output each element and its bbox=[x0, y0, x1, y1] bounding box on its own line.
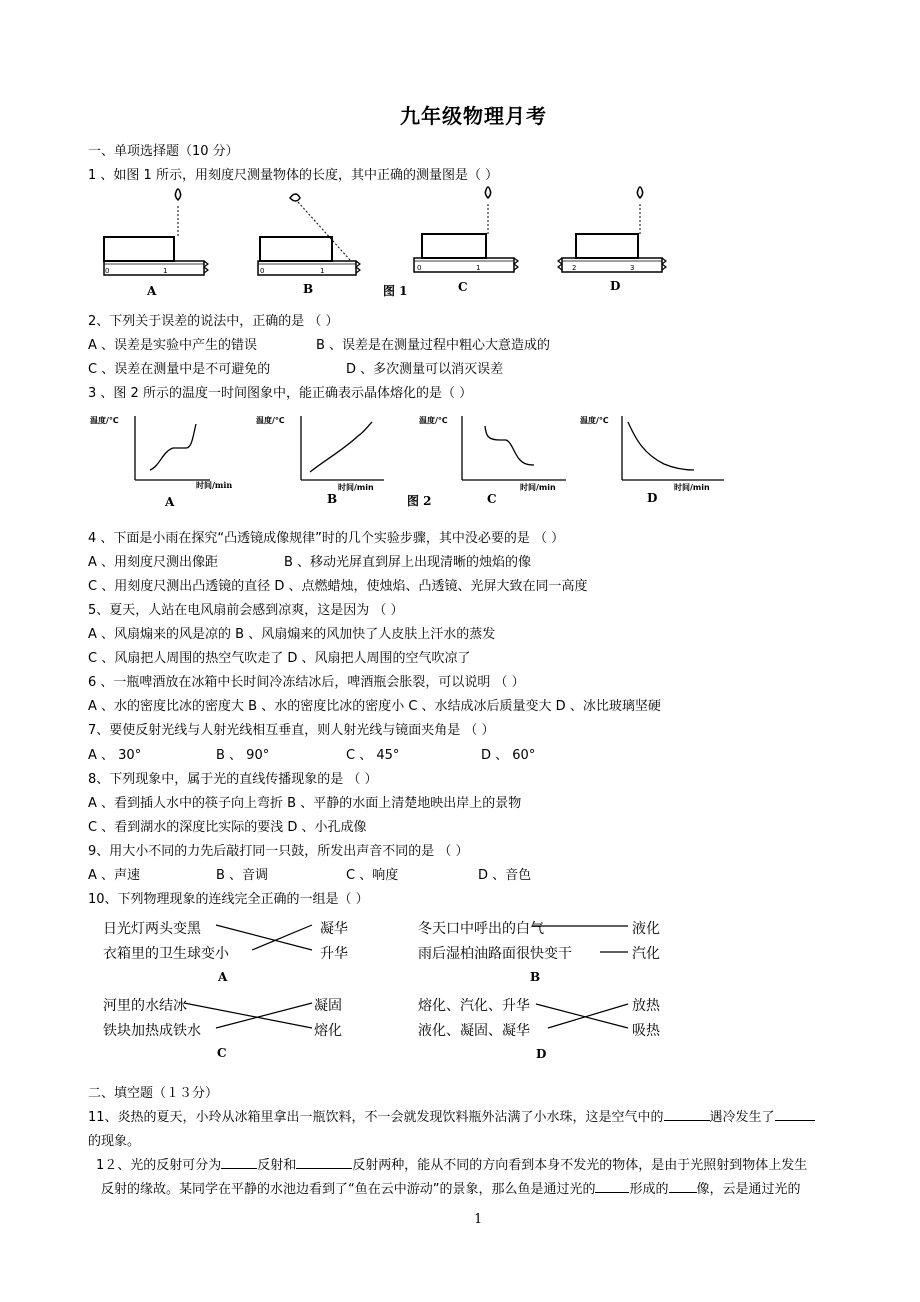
ruler-a-tick-0: 0 bbox=[105, 267, 110, 275]
figure-2-label-c: C bbox=[487, 492, 497, 506]
figure-1-label-d: D bbox=[610, 279, 621, 293]
question-11-blank-1[interactable] bbox=[664, 1107, 710, 1121]
question-9-option-b: B 、音调 bbox=[216, 868, 269, 883]
question-2-option-c: C 、误差在测量中是不可避免的 bbox=[88, 362, 271, 377]
figure-1-label-c: C bbox=[458, 280, 468, 294]
figure-2-label-a: A bbox=[165, 495, 175, 509]
question-12-text-5: 形成的 bbox=[629, 1182, 669, 1197]
question-9-stem: 9、用大小不同的力先后敲打同一只鼓，所发出声音不同的是 （ ） bbox=[88, 844, 469, 859]
question-12-text-2: 反射和 bbox=[257, 1158, 297, 1173]
ruler-b bbox=[258, 194, 360, 275]
match-a-left-1: 日光灯两头变黑 bbox=[103, 921, 201, 937]
figure-1-label-a: A bbox=[147, 284, 157, 298]
question-6-stem: 6 、一瓶啤酒放在冰箱中长时间冷冻结冰后，啤酒瓶会胀裂，可以说明 （ ） bbox=[88, 675, 525, 690]
figure-1-label-b: B bbox=[303, 282, 314, 296]
question-11-text-3: 的现象。 bbox=[88, 1134, 141, 1149]
question-9-option-a: A 、声速 bbox=[88, 868, 141, 883]
match-a-right-2: 升华 bbox=[320, 946, 348, 962]
question-1-stem: 1 、如图 1 所示，用刻度尺测量物体的长度，其中正确的测量图是（ ） bbox=[88, 168, 499, 183]
match-a-right-1: 凝华 bbox=[320, 921, 348, 937]
figure-2-label-b: B bbox=[327, 492, 338, 506]
question-11-text-2: 遇冷发生了 bbox=[709, 1110, 775, 1125]
question-6-options: A 、水的密度比冰的密度大 B 、水的密度比冰的密度小 C 、水结成冰后质量变大 D 、冰比玻璃坚硬 bbox=[88, 699, 661, 714]
question-8-option-cd: C 、看到湖水的深度比实际的要浅 D 、小孔成像 bbox=[88, 820, 367, 835]
ruler-a bbox=[104, 189, 208, 275]
match-b-left-2: 雨后湿柏油路面很快变干 bbox=[418, 946, 572, 962]
figure-1-caption: 图 1 bbox=[383, 284, 408, 298]
question-12-blank-3[interactable] bbox=[595, 1179, 629, 1193]
section-heading-choice: 一、单项选择题（10 分） bbox=[88, 144, 239, 159]
graph-a bbox=[89, 415, 210, 480]
match-a-left-2: 衣箱里的卫生球变小 bbox=[103, 946, 229, 962]
question-2-stem: 2、下列关于误差的说法中，正确的是 （ ） bbox=[88, 314, 339, 329]
question-2-option-a: A 、误差是实验中产生的错误 bbox=[88, 338, 258, 353]
question-9-option-d: D 、音色 bbox=[478, 868, 532, 883]
ruler-c-tick-0: 0 bbox=[417, 264, 422, 272]
graph-a-ylabel: 温度/℃ bbox=[90, 416, 119, 425]
match-b-left-1: 冬天口中呼出的白气 bbox=[418, 921, 544, 937]
page-title: 九年级物理月考 bbox=[400, 104, 547, 128]
question-12-blank-4[interactable] bbox=[669, 1179, 697, 1193]
ruler-d-tick-2: 2 bbox=[572, 264, 577, 272]
match-c-left-2: 铁块加热成铁水 bbox=[103, 1023, 201, 1039]
question-7-stem: 7、要使反射光线与人射光线相互垂直，则人射光线与镜面夹角是 （ ） bbox=[88, 723, 495, 738]
question-11-text-1: 11、炎热的夏天，小玲从冰箱里拿出一瓶饮料，不一会就发现饮料瓶外沾满了小水珠，这是空气中的 bbox=[88, 1110, 664, 1125]
match-c-left-1: 河里的水结冰 bbox=[103, 998, 187, 1014]
page-number: 1 bbox=[474, 1212, 483, 1227]
ruler-b-tick-1: 1 bbox=[320, 267, 325, 275]
match-d-right-2: 吸热 bbox=[632, 1023, 660, 1039]
ruler-c bbox=[414, 187, 518, 272]
question-4-option-a: A 、用刻度尺测出像距 bbox=[88, 555, 219, 570]
question-4-option-b: B 、移动光屏直到屏上出现清晰的烛焰的像 bbox=[284, 555, 532, 570]
question-12-text-6: 像，云是通过光的 bbox=[696, 1182, 801, 1197]
question-8-option-ab: A 、看到插人水中的筷子向上弯折 B 、平静的水面上清楚地映出岸上的景物 bbox=[88, 796, 522, 811]
graph-b-xlabel: 时间/min bbox=[338, 483, 374, 492]
question-11-blank-2[interactable] bbox=[775, 1107, 815, 1121]
ruler-a-tick-1: 1 bbox=[163, 267, 168, 275]
match-d-label: D bbox=[536, 1047, 547, 1061]
figure-2-xlabel-a: 时间/min bbox=[196, 480, 233, 490]
figure-2-graphs bbox=[88, 410, 728, 500]
question-9-option-c: C 、响度 bbox=[346, 868, 399, 883]
match-c-right-2: 熔化 bbox=[314, 1023, 342, 1039]
match-b-right-1: 液化 bbox=[632, 921, 660, 937]
question-5-option-cd: C 、风扇把人周围的热空气吹走了 D 、风扇把人周围的空气吹凉了 bbox=[88, 651, 471, 666]
question-8-stem: 8、下列现象中，属于光的直线传播现象的是 （ ） bbox=[88, 772, 378, 787]
ruler-d bbox=[558, 187, 666, 272]
question-2-option-d: D 、多次测量可以消灭误差 bbox=[346, 362, 504, 377]
figure-2-caption: 图 2 bbox=[407, 494, 432, 508]
match-d-left-2: 液化、凝固、凝华 bbox=[418, 1023, 530, 1039]
question-3-stem: 3 、图 2 所示的温度一时间图象中，能正确表示晶体熔化的是（ ） bbox=[88, 386, 473, 401]
question-4-option-cd: C 、用刻度尺测出凸透镜的直径 D 、点燃蜡烛，使烛焰、凸透镜、光屏大致在同一高度 bbox=[88, 579, 588, 594]
match-a-label: A bbox=[218, 970, 228, 984]
question-5-stem: 5、夏天，人站在电风扇前会感到凉爽，这是因为 （ ） bbox=[88, 603, 404, 618]
section-heading-fill: 二、填空题（１３分） bbox=[88, 1086, 219, 1101]
match-c-label: C bbox=[217, 1046, 227, 1060]
question-4-stem: 4 、下面是小雨在探究“凸透镜成像规律”时的几个实验步骤，其中没必要的是 （ ） bbox=[88, 531, 565, 546]
match-b-right-2: 汽化 bbox=[632, 946, 660, 962]
match-b-label: B bbox=[530, 970, 541, 984]
question-7-option-c: C 、 45° bbox=[346, 748, 400, 763]
graph-c-xlabel: 时间/min bbox=[520, 483, 556, 492]
ruler-d-tick-3: 3 bbox=[630, 264, 635, 272]
ruler-b-tick-0: 0 bbox=[260, 267, 265, 275]
match-c-right-1: 凝固 bbox=[314, 998, 342, 1014]
graph-b-ylabel: 温度/℃ bbox=[256, 416, 285, 425]
question-2-option-b: B 、误差是在测量过程中粗心大意造成的 bbox=[316, 338, 551, 353]
question-11-line-1 bbox=[88, 1106, 815, 1125]
graph-d-xlabel: 时间/min bbox=[674, 483, 710, 492]
graph-c-ylabel: 温度/℃ bbox=[419, 416, 448, 425]
graph-b bbox=[255, 415, 384, 492]
question-12-line-1 bbox=[96, 1154, 807, 1173]
question-12-text-1: 1２、光的反射可分为 bbox=[96, 1158, 222, 1173]
match-d-right-1: 放热 bbox=[632, 998, 660, 1014]
graph-d-ylabel: 温度/℃ bbox=[580, 416, 609, 425]
match-d-left-1: 熔化、汽化、升华 bbox=[418, 998, 530, 1014]
ruler-c-tick-1: 1 bbox=[476, 264, 481, 272]
question-12-blank-1[interactable] bbox=[221, 1155, 257, 1169]
figure-2-label-d: D bbox=[647, 491, 658, 505]
question-7-option-b: B 、 90° bbox=[216, 748, 270, 763]
question-7-option-d: D 、 60° bbox=[481, 748, 536, 763]
graph-c bbox=[418, 415, 566, 492]
question-12-text-4: 反射的缘故。某同学在平静的水池边看到了“鱼在云中游动”的景象，那么鱼是通过光的 bbox=[101, 1182, 596, 1197]
question-10-stem: 10、下列物理现象的连线完全正确的一组是（ ） bbox=[88, 892, 369, 907]
question-12-text-3: 反射两种，能从不同的方向看到本身不发光的物体，是由于光照射到物体上发生 bbox=[352, 1158, 808, 1173]
question-7-option-a: A 、 30° bbox=[88, 748, 142, 763]
graph-d bbox=[579, 415, 724, 492]
question-12-line-2 bbox=[101, 1178, 801, 1197]
question-12-blank-2[interactable] bbox=[296, 1155, 352, 1169]
question-5-option-ab: A 、风扇煽来的风是凉的 B 、风扇煽来的风加快了人皮肤上汗水的蒸发 bbox=[88, 627, 496, 642]
